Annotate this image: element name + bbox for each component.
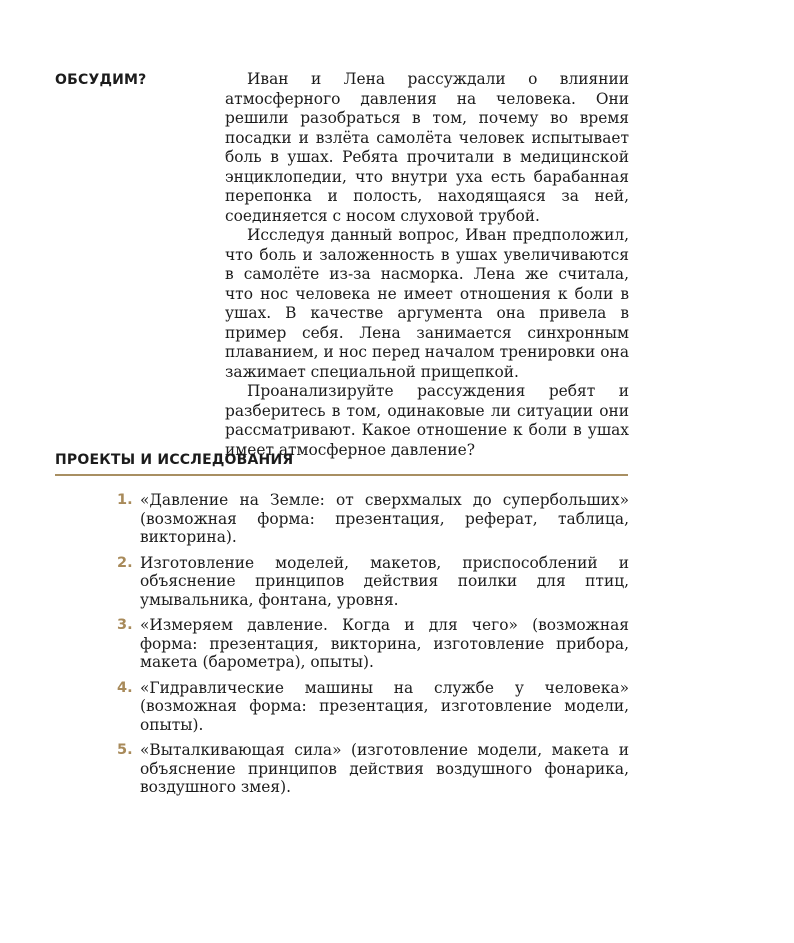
project-number: 3. — [117, 617, 133, 633]
project-item — [117, 491, 629, 547]
project-number: 5. — [117, 742, 133, 758]
project-text: «Давление на Земле: от сверхмалых до супербольших» (возможная форма: презентация, реферат, таблица, викторина). — [140, 491, 629, 546]
project-text: «Выталкивающая сила» (изготовление модели, макета и объяснение принципов действия воздушного фонарика, воздушного змея). — [140, 741, 629, 796]
project-item — [117, 616, 629, 672]
discuss-label: ОБСУДИМ? — [55, 72, 147, 88]
discussion-paragraph: Исследуя данный вопрос, Иван предположил, что боль и заложенность в ушах увеличиваются в самолёте из-за насморка. Лена же считала, что нос человека не имеет отношения к боли в ушах. В качестве аргумента она привела в пример себя. Лена занимается синхронным плаванием, и нос перед началом тренировки она зажимает специальной прищепкой. — [225, 226, 629, 381]
project-number: 2. — [117, 554, 133, 571]
projects-heading: ПРОЕКТЫ И ИССЛЕДОВАНИЯ — [55, 452, 628, 476]
project-item — [117, 679, 629, 735]
project-number: 1. — [117, 492, 133, 508]
project-item — [117, 741, 629, 797]
project-text: «Гидравлические машины на службе у человека» (возможная форма: презентация, изготовление модели, опыты). — [140, 678, 629, 734]
project-text: Изготовление моделей, макетов, приспособлений и объяснение принципов действия поилки для птиц, умывальника, фонтана, уровня. — [140, 553, 629, 609]
project-item — [117, 554, 629, 610]
project-text: «Измеряем давление. Когда и для чего» (возможная форма: презентация, викторина, изготовление прибора, макета (барометра), опыты). — [140, 616, 629, 671]
discussion-paragraph: Иван и Лена рассуждали о влиянии атмосферного давления на человека. Они решили разобраться в том, почему во время посадки и взлёта самолёта человек испытывает боль в ушах. Ребята прочитали в медицинской энциклопедии, что внутри уха есть барабанная перепонка и полость, находящаяся за ней, соединяется с носом слуховой трубой. — [225, 70, 629, 225]
project-number: 4. — [117, 679, 133, 696]
projects-list — [117, 491, 629, 804]
discussion-paragraph: Проанализируйте рассуждения ребят и разберитесь в том, одинаковые ли ситуации они рассматривают. Какое отношение к боли в ушах имеет атмосферное давление? — [225, 382, 629, 459]
discussion-text — [225, 70, 629, 460]
